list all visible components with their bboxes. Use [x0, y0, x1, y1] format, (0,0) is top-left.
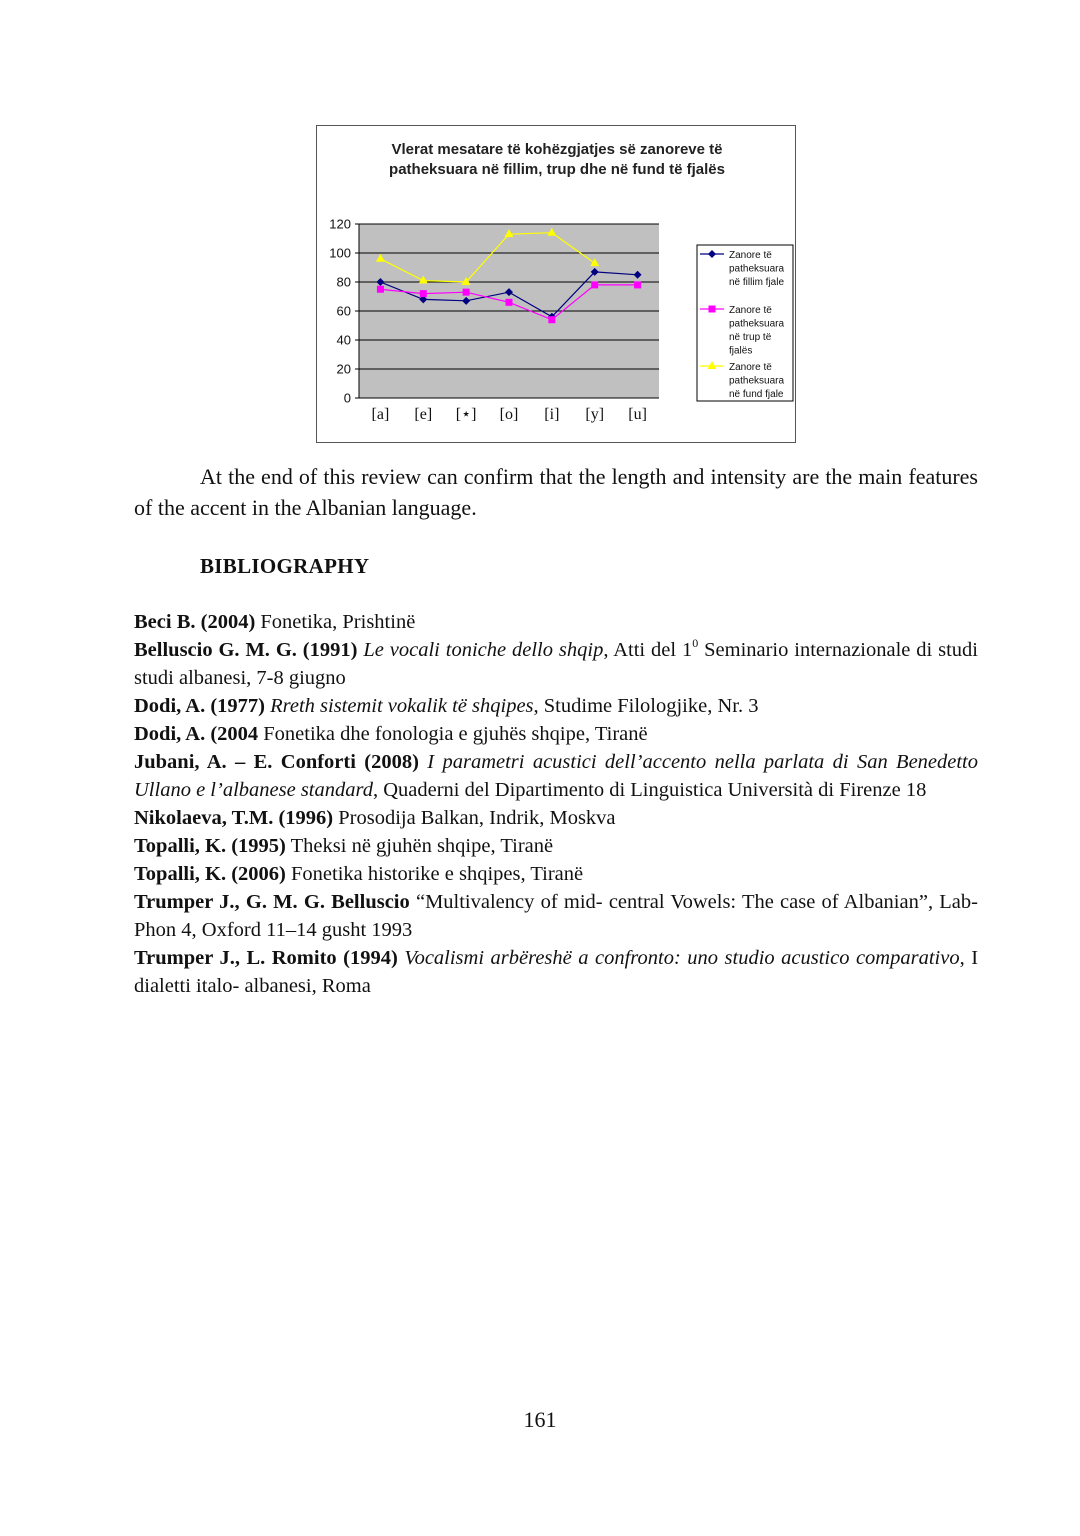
bib-details: , Studime Filologjike, Nr. 3 [533, 695, 759, 717]
data-point [377, 286, 384, 293]
data-point [709, 306, 716, 313]
x-category-label: [e] [414, 406, 433, 423]
bibliography-entry [134, 636, 978, 692]
data-point [506, 299, 513, 306]
bibliography-list [134, 608, 978, 1000]
bib-details: Fonetika historike e shqipes, Tiranë [285, 863, 584, 885]
bib-author: Jubani, A. – E. Conforti (2008) [134, 751, 419, 773]
legend-label: Zanore të [729, 305, 772, 316]
legend-label: në fund fjale [729, 389, 784, 400]
y-tick-label: 120 [329, 216, 351, 232]
bibliography-entry [134, 832, 978, 860]
bib-details: Fonetika dhe fonologia e gjuhës shqipe, Tiranë [258, 723, 648, 745]
y-tick-label: 0 [343, 390, 351, 406]
bib-author: Topalli, K. (1995) [134, 835, 286, 857]
legend-label: fjalës [729, 345, 753, 357]
y-tick-label: 20 [336, 361, 351, 377]
x-category-label: [o] [499, 406, 519, 423]
chart-title: patheksuara në fillim, trup dhe në fund të fjalës [389, 161, 725, 178]
bib-author: Topalli, K. (2006) [134, 863, 286, 885]
bibliography-heading: BIBLIOGRAPHY [200, 554, 370, 578]
bib-details: Seminario internazionale di studi studi albanesi, 7-8 giugno [134, 639, 979, 689]
bibliography-entry [134, 608, 978, 636]
legend-label: patheksuara [729, 318, 785, 330]
y-tick-label: 40 [336, 332, 351, 348]
data-point [634, 281, 641, 288]
x-category-label: [i] [544, 406, 560, 423]
bib-title: Vocalismi arbëreshë a confronto: uno studio acustico comparativo [404, 947, 960, 969]
data-point [591, 281, 598, 288]
bib-author: Belluscio G. M. G. (1991) [134, 639, 358, 661]
bibliography-entry [134, 748, 978, 804]
duration-line-chart [316, 125, 796, 443]
legend-label: Zanore të [729, 362, 772, 373]
conclusion-paragraph: At the end of this review can confirm that the length and intensity are the main features of the accent in the Albanian language. [134, 464, 978, 520]
bibliography-entry [134, 692, 978, 720]
y-tick-label: 100 [329, 245, 351, 261]
bib-details: “Multivalency of mid- central Vowels: The case of Albanian”, Lab- Phon 4, Oxford 11–14 gusht 1993 [134, 891, 978, 941]
bib-author: Trumper J., G. M. G. Belluscio [134, 891, 410, 913]
bib-details: , Atti del 1 [603, 639, 693, 661]
bibliography-entry [134, 720, 978, 748]
chart-canvas [317, 126, 795, 442]
page-number: 161 [523, 1407, 557, 1432]
legend-label: në trup të [729, 332, 772, 343]
bib-title: I parametri acustici dell’accento nella parlata di San Benedetto Ullano e l’albanese standard [134, 751, 979, 801]
bib-author: Beci B. (2004) [134, 611, 256, 633]
bibliography-entry [134, 860, 978, 888]
bibliography-entry [134, 804, 978, 832]
bib-author: Dodi, A. (2004 [134, 723, 259, 745]
bib-details: , Quaderni del Dipartimento di Linguistica Università di Firenze 18 [372, 779, 927, 801]
bibliography-entry [134, 944, 978, 1000]
x-category-label: [a] [371, 406, 390, 423]
y-tick-label: 80 [336, 274, 351, 290]
x-category-label: [⋆] [455, 406, 477, 423]
bib-author: Dodi, A. (1977) [134, 695, 265, 717]
bib-author: Trumper J., L. Romito (1994) [134, 947, 398, 969]
bib-details: Theksi në gjuhën shqipe, Tiranë [285, 835, 554, 857]
bib-details: Fonetika, Prishtinë [255, 611, 416, 633]
y-tick-label: 60 [336, 303, 351, 319]
legend-label: Zanore të [729, 250, 772, 261]
data-point [420, 290, 427, 297]
chart-title: Vlerat mesatare të kohëzgjatjes së zanoreve të [391, 141, 723, 158]
legend-label: patheksuara [729, 263, 785, 275]
bibliography-entry [134, 888, 978, 944]
data-point [463, 289, 470, 296]
bib-title: Le vocali toniche dello shqip [363, 639, 604, 661]
legend-label: patheksuara [729, 375, 785, 387]
bib-title: Rreth sistemit vokalik të shqipes [270, 695, 534, 717]
bib-details: Prosodija Balkan, Indrik, Moskva [333, 807, 616, 829]
bib-details: , I dialetti italo- albanesi, Roma [134, 947, 979, 997]
data-point [548, 316, 555, 323]
bib-author: Nikolaeva, T.M. (1996) [134, 807, 334, 829]
bib-superscript: 0 [692, 636, 699, 650]
legend-label: në fillim fjale [729, 277, 785, 288]
x-category-label: [y] [585, 406, 605, 423]
x-category-label: [u] [628, 406, 647, 423]
